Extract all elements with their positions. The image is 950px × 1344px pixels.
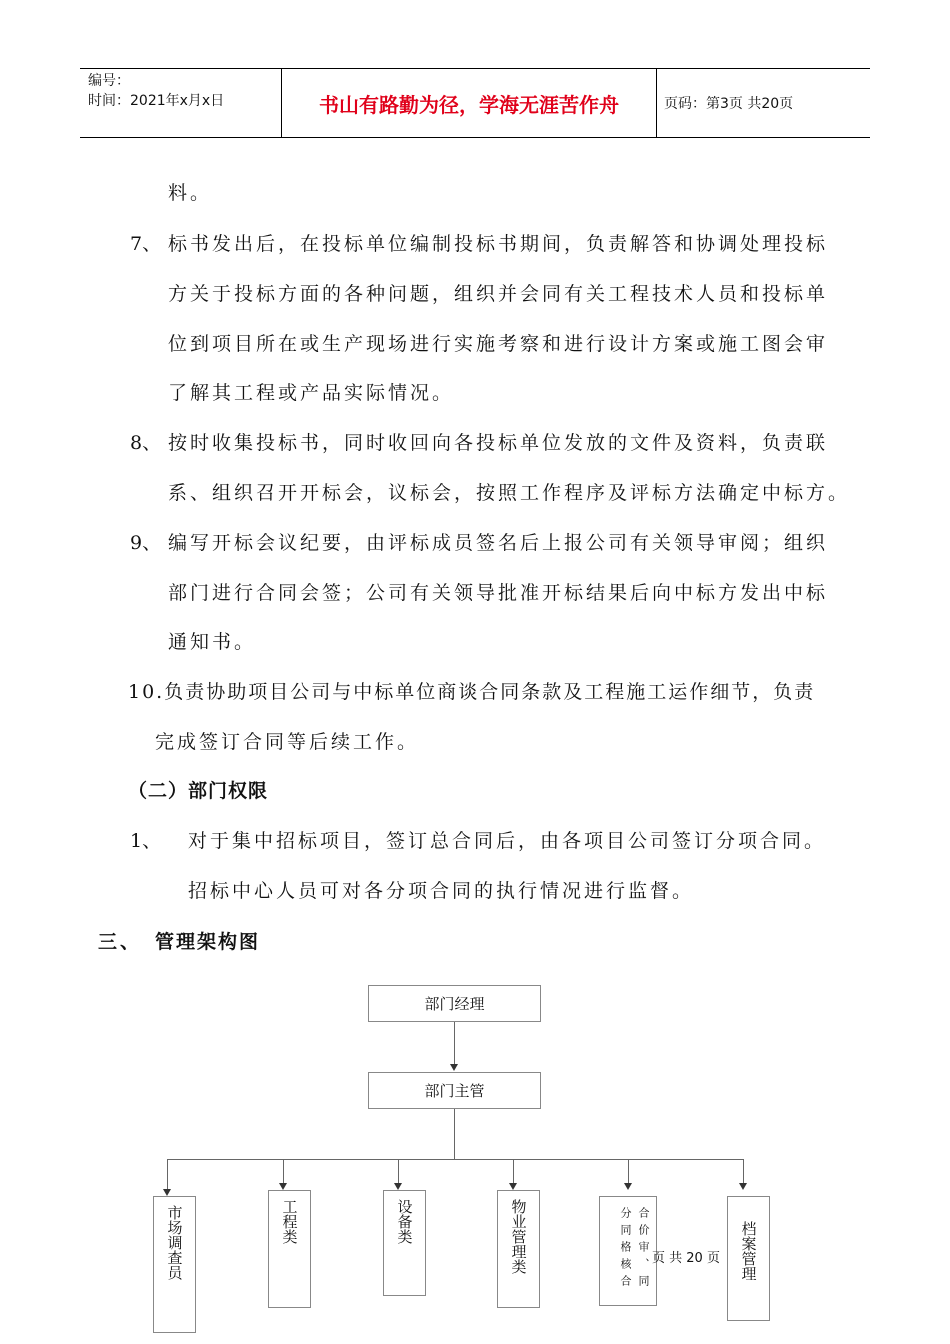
org-box-supervisor: 部门主管 <box>368 1072 541 1109</box>
page-header <box>80 68 870 138</box>
arrow-down-icon <box>739 1183 747 1190</box>
org-box-unit <box>268 1190 311 1308</box>
connector <box>513 1159 514 1183</box>
header-motto: 书山有路勤为径，学海无涯苦作舟 <box>282 69 657 137</box>
page-number: 页码：第3页 共20页 <box>664 96 794 112</box>
text-line: 方关于投标方面的各种问题，组织并会同有关工程技术人员和投标单 <box>168 283 829 305</box>
connector <box>167 1159 743 1160</box>
text-line: 完成签订合同等后续工作。 <box>155 731 420 753</box>
item-number: 7、 <box>130 233 162 255</box>
text-line: 10.负责协助项目公司与中标单位商谈合同条款及工程施工运作细节，负责 <box>128 681 816 703</box>
item-number: 8、 <box>130 432 162 454</box>
org-box-unit <box>383 1190 426 1296</box>
org-box-unit <box>153 1196 196 1333</box>
connector <box>167 1159 168 1189</box>
org-box-unit <box>727 1196 770 1321</box>
text-line: 按时收集投标书，同时收回向各投标单位发放的文件及资料，负责联 <box>168 432 829 454</box>
connector <box>454 1109 455 1159</box>
text-line: 料。 <box>168 182 213 204</box>
text-line: 对于集中招标项目，签订总合同后，由各项目公司签订分项合同。 <box>188 830 827 852</box>
text-line: 部门进行合同会签；公司有关领导批准开标结果后向中标方发出中标 <box>168 582 829 604</box>
org-box-contract <box>599 1196 657 1306</box>
text-line: 编写开标会议纪要，由评标成员签名后上报公司有关领导审阅；组织 <box>168 532 829 554</box>
text-line: 招标中心人员可对各分项合同的执行情况进行监督。 <box>188 880 695 902</box>
unit-label: 市场调查员 <box>165 1205 184 1280</box>
unit-label: 分同格核合 <box>619 1207 632 1292</box>
number-label: 编号： <box>88 73 130 89</box>
item-number: 1、 <box>130 830 162 852</box>
text-line: 系、组织召开开标会，议标会，按照工作程序及评标方法确定中标方。 <box>168 482 851 504</box>
section-heading: （二）部门权限 <box>128 780 269 802</box>
connector <box>454 1022 455 1065</box>
text-line: 标书发出后，在投标单位编制投标书期间，负责解答和协调处理投标 <box>168 233 829 255</box>
section-number: 三、 <box>98 931 143 953</box>
unit-label: 设备类 <box>395 1199 414 1244</box>
unit-label: 档案管理 <box>739 1221 758 1281</box>
item-number: 9、 <box>130 532 162 554</box>
time-label: 时间：2021年x月x日 <box>88 93 225 109</box>
org-box-unit <box>497 1190 540 1308</box>
connector <box>743 1159 744 1183</box>
footer-page-partial: 页 共 20 页 <box>652 1251 720 1266</box>
unit-label: 工程类 <box>280 1199 299 1244</box>
connector <box>628 1159 629 1183</box>
section-heading: 管理架构图 <box>155 931 261 953</box>
connector <box>398 1159 399 1183</box>
text-line: 位到项目所在或生产现场进行实施考察和进行设计方案或施工图会审 <box>168 333 829 355</box>
arrow-down-icon <box>279 1183 287 1190</box>
arrow-down-icon <box>624 1183 632 1190</box>
unit-label: 合价审、同 <box>637 1207 650 1292</box>
org-box-manager: 部门经理 <box>368 985 541 1022</box>
connector <box>283 1159 284 1183</box>
arrow-down-icon <box>394 1183 402 1190</box>
text-line: 了解其工程或产品实际情况。 <box>168 382 455 404</box>
arrow-down-icon <box>163 1189 171 1196</box>
arrow-down-icon <box>509 1183 517 1190</box>
arrow-down-icon <box>450 1064 458 1071</box>
text-line: 通知书。 <box>168 631 257 653</box>
header-meta <box>80 69 282 137</box>
unit-label: 物业管理类 <box>509 1199 528 1274</box>
